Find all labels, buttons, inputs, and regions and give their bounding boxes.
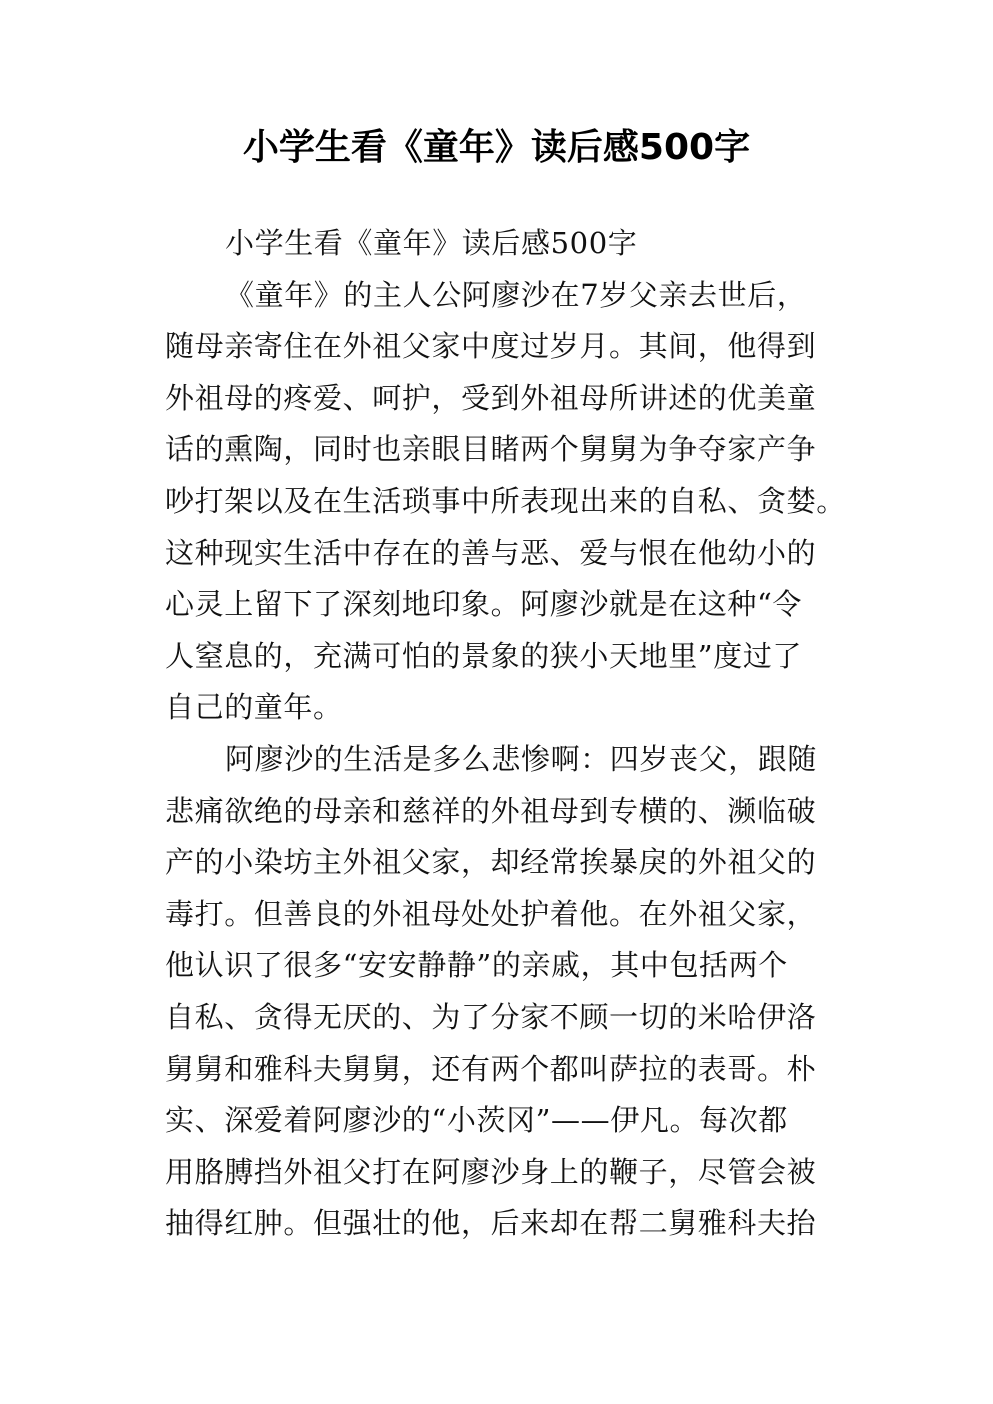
paragraph-line: 自私、贪得无厌的、为了分家不顾一切的米哈伊洛 (165, 999, 817, 1034)
paragraph-line: 实、深爱着阿廖沙的“小茨冈”——伊凡。每次都 (165, 1103, 788, 1138)
paragraph-line: 毒打。但善良的外祖母处处护着他。在外祖父家， (165, 896, 817, 931)
paragraph-line: 自己的童年。 (165, 690, 343, 725)
paragraph-line: 《童年》的主人公阿廖沙在7岁父亲去世后， (225, 277, 807, 312)
paragraph-line: 舅舅和雅科夫舅舅，还有两个都叫萨拉的表哥。朴 (165, 1051, 817, 1086)
paragraph-line: 外祖母的疼爱、呵护，受到外祖母所讲述的优美童 (165, 380, 817, 415)
paragraph-line: 抽得红肿。但强壮的他，后来却在帮二舅雅科夫抬 (165, 1206, 817, 1241)
document-body (165, 218, 865, 1250)
paragraph-line: 随母亲寄住在外祖父家中度过岁月。其间，他得到 (165, 329, 817, 364)
paragraph-line: 心灵上留下了深刻地印象。阿廖沙就是在这种“令 (165, 587, 803, 622)
paragraph-1 (165, 270, 865, 734)
document-title: 小学生看《童年》读后感500字 (242, 127, 751, 168)
paragraph-line: 阿廖沙的生活是多么悲惨啊：四岁丧父，跟随 (225, 741, 818, 776)
paragraph-line: 吵打架以及在生活琐事中所表现出来的自私、贪婪。 (165, 483, 846, 518)
paragraph-line: 这种现实生活中存在的善与恶、爱与恨在他幼小的 (165, 535, 817, 570)
paragraph-line: 用胳膊挡外祖父打在阿廖沙身上的鞭子，尽管会被 (165, 1154, 817, 1189)
paragraph-line: 悲痛欲绝的母亲和慈祥的外祖母到专横的、濒临破 (165, 793, 817, 828)
paragraph-line: 他认识了很多“安安静静”的亲戚，其中包括两个 (165, 948, 788, 983)
paragraph-2 (165, 734, 865, 1250)
paragraph-line: 人窒息的，充满可怕的景象的狭小天地里”度过了 (165, 638, 803, 673)
paragraph-line: 产的小染坊主外祖父家，却经常挨暴戾的外祖父的 (165, 845, 817, 880)
subtitle-line: 小学生看《童年》读后感500字 (225, 226, 638, 260)
paragraph-line: 话的熏陶，同时也亲眼目睹两个舅舅为争夺家产争 (165, 432, 817, 467)
